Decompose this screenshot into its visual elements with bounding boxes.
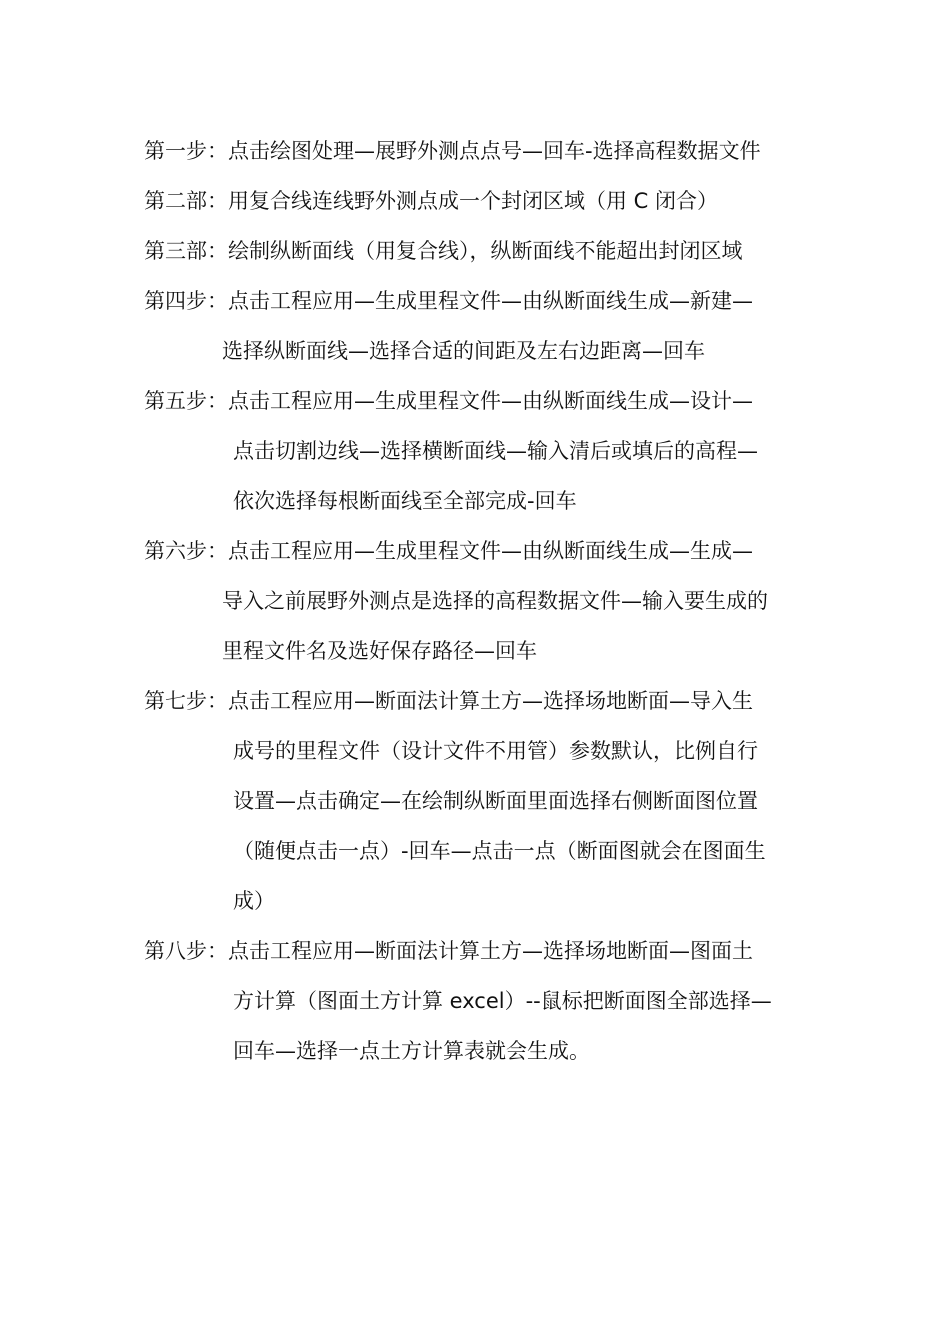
step-5-continuation: 依次选择每根断面线至全部完成-回车 <box>233 489 577 513</box>
step-4-line: 第四步：点击工程应用—生成里程文件—由纵断面线生成—新建— <box>144 289 753 313</box>
step-5-continuation: 点击切割边线—选择横断面线—输入清后或填后的高程— <box>233 439 758 463</box>
step-8-continuation: 方计算（图面土方计算 excel）--鼠标把断面图全部选择— <box>233 989 772 1013</box>
step-1-line: 第一步：点击绘图处理—展野外测点点号—回车-选择高程数据文件 <box>144 139 761 163</box>
step-8-line: 第八步：点击工程应用—断面法计算土方—选择场地断面—图面土 <box>144 939 753 963</box>
step-7-line: 第七步：点击工程应用—断面法计算土方—选择场地断面—导入生 <box>144 689 753 713</box>
step-4-continuation: 选择纵断面线—选择合适的间距及左右边距离—回车 <box>222 339 705 363</box>
step-6-continuation: 里程文件名及选好保存路径—回车 <box>222 639 537 663</box>
step-2-line: 第二部：用复合线连线野外测点成一个封闭区域（用 C 闭合） <box>144 189 719 213</box>
step-8-continuation: 回车—选择一点土方计算表就会生成。 <box>233 1039 590 1063</box>
step-7-continuation: 成） <box>233 889 275 913</box>
step-7-continuation: （随便点击一点）-回车—点击一点（断面图就会在图面生 <box>233 839 766 863</box>
step-6-line: 第六步：点击工程应用—生成里程文件—由纵断面线生成—生成— <box>144 539 753 563</box>
step-5-line: 第五步：点击工程应用—生成里程文件—由纵断面线生成—设计— <box>144 389 753 413</box>
step-3-line: 第三部：绘制纵断面线（用复合线），纵断面线不能超出封闭区域 <box>144 239 743 263</box>
step-6-continuation: 导入之前展野外测点是选择的高程数据文件—输入要生成的 <box>222 589 768 613</box>
step-7-continuation: 设置—点击确定—在绘制纵断面里面选择右侧断面图位置 <box>233 789 758 813</box>
step-7-continuation: 成号的里程文件（设计文件不用管）参数默认，比例自行 <box>233 739 758 763</box>
